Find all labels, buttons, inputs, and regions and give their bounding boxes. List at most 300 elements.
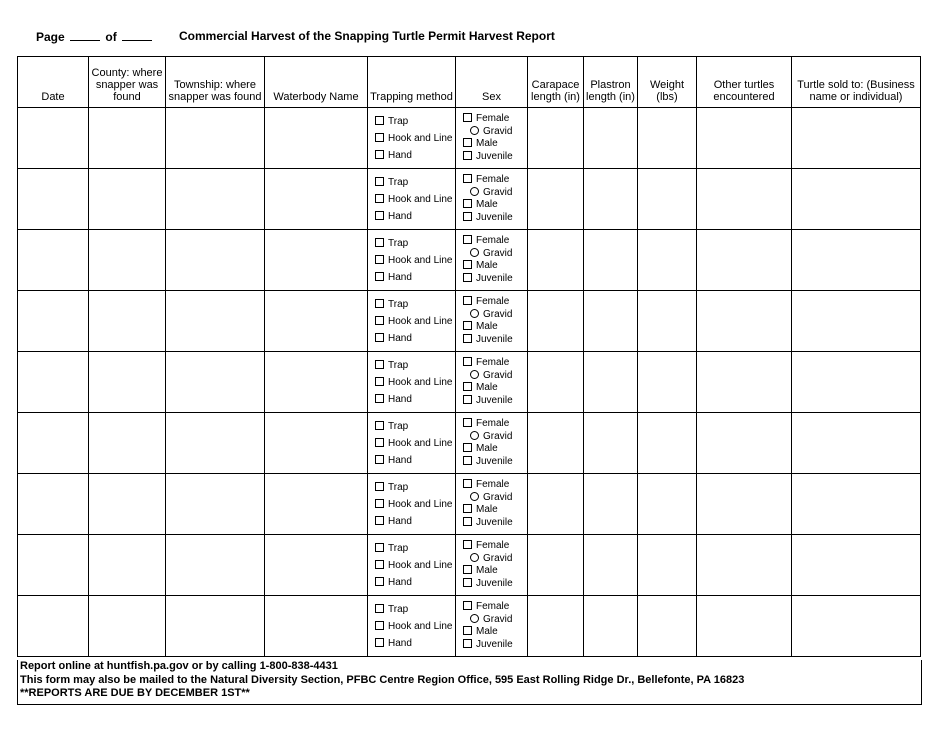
weight-field[interactable] — [638, 474, 697, 535]
sex-option-gravid[interactable] — [456, 614, 527, 627]
option-label: Female — [476, 479, 510, 490]
county-field[interactable] — [89, 474, 166, 535]
option-label: Trap — [388, 420, 409, 432]
option-label: Female — [476, 174, 510, 185]
sex-option-gravid[interactable] — [456, 553, 527, 566]
weight-field[interactable] — [638, 535, 697, 596]
trapping-option-trap[interactable] — [368, 296, 455, 313]
checkbox-icon[interactable] — [463, 260, 472, 269]
option-label: Trap — [388, 237, 409, 249]
checkbox-icon[interactable] — [375, 360, 384, 369]
checkbox-icon[interactable] — [375, 238, 384, 247]
option-label: Juvenile — [476, 211, 513, 223]
county-field[interactable] — [89, 352, 166, 413]
checkbox-icon[interactable] — [463, 212, 472, 221]
option-label: Gravid — [483, 369, 513, 381]
township-field[interactable] — [166, 474, 265, 535]
sex-option-male[interactable] — [456, 321, 527, 334]
footer-mail-address: This form may also be mailed to the Natural Diversity Section, PFBC Centre Region Office, 595 East Rolling Ridge Dr., Bellefonte, PA 16823 — [20, 673, 745, 686]
sex-option-gravid[interactable] — [456, 431, 527, 444]
option-label: Trap — [388, 359, 409, 371]
county-field[interactable] — [89, 108, 166, 169]
weight-field[interactable] — [638, 596, 697, 657]
sex-option-gravid[interactable] — [456, 126, 527, 139]
checkbox-icon[interactable] — [463, 578, 472, 587]
checkbox-icon[interactable] — [375, 316, 384, 325]
trapping-method-cell — [368, 352, 456, 413]
plastron-field[interactable] — [584, 230, 638, 291]
checkbox-icon[interactable] — [463, 540, 472, 549]
table-row — [18, 474, 921, 535]
sex-option-male[interactable] — [456, 382, 527, 395]
trapping-option-trap[interactable] — [368, 357, 455, 374]
sex-option-juvenile[interactable] — [456, 517, 527, 530]
trapping-option-hand[interactable] — [368, 391, 455, 408]
option-label: Hook and Line — [388, 376, 453, 388]
header-row — [18, 57, 921, 108]
radio-circle-icon[interactable] — [470, 431, 479, 440]
sex-option-juvenile[interactable] — [456, 456, 527, 469]
page-number-field — [36, 29, 154, 44]
checkbox-icon[interactable] — [463, 517, 472, 526]
sex-option-female[interactable] — [456, 601, 527, 614]
option-label: Male — [476, 382, 498, 393]
weight-field[interactable] — [638, 291, 697, 352]
date-field[interactable] — [18, 474, 89, 535]
checkbox-icon[interactable] — [375, 604, 384, 613]
option-label: Juvenile — [476, 272, 513, 284]
option-label: Hand — [388, 454, 412, 466]
radio-circle-icon[interactable] — [470, 187, 479, 196]
sex-option-gravid[interactable] — [456, 309, 527, 322]
weight-field[interactable] — [638, 108, 697, 169]
county-field[interactable] — [89, 535, 166, 596]
township-field[interactable] — [166, 413, 265, 474]
checkbox-icon[interactable] — [463, 418, 472, 427]
option-label: Male — [476, 199, 498, 210]
option-label: Hook and Line — [388, 315, 453, 327]
checkbox-icon[interactable] — [375, 394, 384, 403]
checkbox-icon[interactable] — [463, 601, 472, 610]
trapping-option-trap[interactable] — [368, 174, 455, 191]
trapping-option-hand[interactable] — [368, 574, 455, 591]
option-label: Gravid — [483, 308, 513, 320]
carapace-field[interactable] — [528, 352, 584, 413]
plastron-field[interactable] — [584, 108, 638, 169]
carapace-field[interactable] — [528, 291, 584, 352]
trapping-option-trap[interactable] — [368, 113, 455, 130]
checkbox-icon[interactable] — [463, 113, 472, 122]
township-field[interactable] — [166, 352, 265, 413]
col-carapace-length: Carapace length (in) — [528, 57, 584, 108]
footer-report-online: Report online at huntfish.pa.gov or by calling 1-800-838-4431 — [20, 660, 338, 672]
trapping-option-hook-and-line[interactable] — [368, 374, 455, 391]
option-label: Trap — [388, 542, 409, 554]
waterbody-field[interactable] — [265, 535, 368, 596]
trapping-option-hand[interactable] — [368, 208, 455, 225]
carapace-field[interactable] — [528, 108, 584, 169]
option-label: Hand — [388, 332, 412, 344]
trapping-method-cell — [368, 230, 456, 291]
weight-field[interactable] — [638, 169, 697, 230]
plastron-field[interactable] — [584, 474, 638, 535]
checkbox-icon[interactable] — [375, 482, 384, 491]
option-label: Female — [476, 296, 510, 307]
option-label: Hand — [388, 210, 412, 222]
page-total-blank[interactable] — [122, 29, 152, 41]
trapping-option-hook-and-line[interactable] — [368, 557, 455, 574]
county-field[interactable] — [89, 169, 166, 230]
waterbody-field[interactable] — [265, 230, 368, 291]
weight-field[interactable] — [638, 352, 697, 413]
sex-option-gravid[interactable] — [456, 187, 527, 200]
trapping-option-hook-and-line[interactable] — [368, 130, 455, 147]
checkbox-icon[interactable] — [375, 499, 384, 508]
trapping-option-hook-and-line[interactable] — [368, 313, 455, 330]
option-label: Male — [476, 138, 498, 149]
trapping-option-hand[interactable] — [368, 513, 455, 530]
carapace-field[interactable] — [528, 169, 584, 230]
checkbox-icon[interactable] — [375, 299, 384, 308]
option-label: Juvenile — [476, 577, 513, 589]
sex-cell — [456, 413, 528, 474]
trapping-option-trap[interactable] — [368, 235, 455, 252]
option-label: Trap — [388, 298, 409, 310]
harvest-report-table — [17, 56, 921, 657]
option-label: Hook and Line — [388, 437, 453, 449]
footer-due-date: **REPORTS ARE DUE BY DECEMBER 1ST** — [20, 687, 250, 699]
sex-option-male[interactable] — [456, 138, 527, 151]
col-township: Township: where snapper was found — [166, 57, 265, 108]
checkbox-icon[interactable] — [463, 334, 472, 343]
date-field[interactable] — [18, 352, 89, 413]
sex-option-gravid[interactable] — [456, 492, 527, 505]
option-label: Male — [476, 260, 498, 271]
sold-to-field[interactable] — [792, 413, 921, 474]
option-label: Juvenile — [476, 150, 513, 162]
date-field[interactable] — [18, 230, 89, 291]
township-field[interactable] — [166, 291, 265, 352]
sex-option-juvenile[interactable] — [456, 151, 527, 164]
radio-circle-icon[interactable] — [470, 126, 479, 135]
option-label: Juvenile — [476, 638, 513, 650]
option-label: Female — [476, 113, 510, 124]
option-label: Juvenile — [476, 394, 513, 406]
carapace-field[interactable] — [528, 596, 584, 657]
col-trapping-method: Trapping method — [368, 57, 456, 108]
checkbox-icon[interactable] — [463, 639, 472, 648]
sex-option-juvenile[interactable] — [456, 578, 527, 591]
trapping-option-hand[interactable] — [368, 635, 455, 652]
checkbox-icon[interactable] — [375, 421, 384, 430]
checkbox-icon[interactable] — [375, 621, 384, 630]
of-label: of — [105, 30, 117, 44]
option-label: Hand — [388, 576, 412, 588]
checkbox-icon[interactable] — [375, 150, 384, 159]
carapace-field[interactable] — [528, 474, 584, 535]
sex-option-female[interactable] — [456, 174, 527, 187]
option-label: Juvenile — [476, 455, 513, 467]
trapping-option-trap[interactable] — [368, 601, 455, 618]
option-label: Hook and Line — [388, 498, 453, 510]
date-field[interactable] — [18, 596, 89, 657]
table-row — [18, 596, 921, 657]
option-label: Female — [476, 418, 510, 429]
sold-to-field[interactable] — [792, 230, 921, 291]
trapping-option-trap[interactable] — [368, 418, 455, 435]
checkbox-icon[interactable] — [375, 194, 384, 203]
date-field[interactable] — [18, 291, 89, 352]
trapping-option-trap[interactable] — [368, 479, 455, 496]
option-label: Hand — [388, 637, 412, 649]
option-label: Hook and Line — [388, 620, 453, 632]
county-field[interactable] — [89, 413, 166, 474]
radio-circle-icon[interactable] — [470, 553, 479, 562]
checkbox-icon[interactable] — [463, 479, 472, 488]
sex-option-female[interactable] — [456, 357, 527, 370]
trapping-method-cell — [368, 474, 456, 535]
trapping-option-trap[interactable] — [368, 540, 455, 557]
township-field[interactable] — [166, 169, 265, 230]
checkbox-icon[interactable] — [375, 516, 384, 525]
sex-option-male[interactable] — [456, 443, 527, 456]
table-row — [18, 108, 921, 169]
other-turtles-field[interactable] — [697, 169, 792, 230]
checkbox-icon[interactable] — [463, 456, 472, 465]
sold-to-field[interactable] — [792, 291, 921, 352]
checkbox-icon[interactable] — [375, 333, 384, 342]
table-row — [18, 169, 921, 230]
sex-option-gravid[interactable] — [456, 248, 527, 261]
option-label: Male — [476, 504, 498, 515]
sex-option-female[interactable] — [456, 540, 527, 553]
option-label: Female — [476, 540, 510, 551]
sex-option-male[interactable] — [456, 260, 527, 273]
option-label: Hook and Line — [388, 254, 453, 266]
township-field[interactable] — [166, 108, 265, 169]
date-field[interactable] — [18, 535, 89, 596]
sold-to-field[interactable] — [792, 535, 921, 596]
waterbody-field[interactable] — [265, 169, 368, 230]
col-other-turtles: Other turtles encountered — [697, 57, 792, 108]
col-county: County: where snapper was found — [89, 57, 166, 108]
other-turtles-field[interactable] — [697, 474, 792, 535]
sold-to-field[interactable] — [792, 596, 921, 657]
carapace-field[interactable] — [528, 535, 584, 596]
form-title: Commercial Harvest of the Snapping Turtle Permit Harvest Report — [179, 29, 555, 43]
checkbox-icon[interactable] — [463, 382, 472, 391]
sex-cell — [456, 596, 528, 657]
sex-cell — [456, 230, 528, 291]
other-turtles-field[interactable] — [697, 596, 792, 657]
sex-option-female[interactable] — [456, 418, 527, 431]
plastron-field[interactable] — [584, 352, 638, 413]
carapace-field[interactable] — [528, 230, 584, 291]
trapping-option-hand[interactable] — [368, 269, 455, 286]
sold-to-field[interactable] — [792, 108, 921, 169]
option-label: Hand — [388, 515, 412, 527]
sex-option-juvenile[interactable] — [456, 395, 527, 408]
checkbox-icon[interactable] — [375, 177, 384, 186]
county-field[interactable] — [89, 291, 166, 352]
checkbox-icon[interactable] — [463, 138, 472, 147]
checkbox-icon[interactable] — [463, 273, 472, 282]
sex-cell — [456, 108, 528, 169]
checkbox-icon[interactable] — [375, 377, 384, 386]
plastron-field[interactable] — [584, 169, 638, 230]
sex-option-juvenile[interactable] — [456, 334, 527, 347]
sex-option-gravid[interactable] — [456, 370, 527, 383]
county-field[interactable] — [89, 596, 166, 657]
sex-option-female[interactable] — [456, 235, 527, 248]
date-field[interactable] — [18, 169, 89, 230]
sex-cell — [456, 535, 528, 596]
checkbox-icon[interactable] — [375, 255, 384, 264]
trapping-option-hand[interactable] — [368, 452, 455, 469]
waterbody-field[interactable] — [265, 596, 368, 657]
plastron-field[interactable] — [584, 413, 638, 474]
option-label: Trap — [388, 176, 409, 188]
waterbody-field[interactable] — [265, 108, 368, 169]
option-label: Female — [476, 235, 510, 246]
checkbox-icon[interactable] — [375, 438, 384, 447]
page-label: Page — [36, 30, 65, 44]
waterbody-field[interactable] — [265, 352, 368, 413]
trapping-method-cell — [368, 413, 456, 474]
option-label: Gravid — [483, 491, 513, 503]
checkbox-icon[interactable] — [463, 296, 472, 305]
option-label: Hook and Line — [388, 193, 453, 205]
date-field[interactable] — [18, 108, 89, 169]
date-field[interactable] — [18, 413, 89, 474]
sex-option-female[interactable] — [456, 296, 527, 309]
plastron-field[interactable] — [584, 535, 638, 596]
weight-field[interactable] — [638, 413, 697, 474]
other-turtles-field[interactable] — [697, 108, 792, 169]
sex-option-female[interactable] — [456, 479, 527, 492]
col-sex: Sex — [456, 57, 528, 108]
col-weight: Weight (lbs) — [638, 57, 697, 108]
waterbody-field[interactable] — [265, 291, 368, 352]
sold-to-field[interactable] — [792, 352, 921, 413]
option-label: Juvenile — [476, 333, 513, 345]
option-label: Hook and Line — [388, 559, 453, 571]
checkbox-icon[interactable] — [375, 211, 384, 220]
other-turtles-field[interactable] — [697, 291, 792, 352]
waterbody-field[interactable] — [265, 413, 368, 474]
option-label: Male — [476, 626, 498, 637]
checkbox-icon[interactable] — [375, 133, 384, 142]
checkbox-icon[interactable] — [463, 395, 472, 404]
other-turtles-field[interactable] — [697, 535, 792, 596]
checkbox-icon[interactable] — [463, 357, 472, 366]
sex-option-juvenile[interactable] — [456, 212, 527, 225]
radio-circle-icon[interactable] — [470, 614, 479, 623]
option-label: Hand — [388, 149, 412, 161]
checkbox-icon[interactable] — [375, 560, 384, 569]
checkbox-icon[interactable] — [463, 174, 472, 183]
radio-circle-icon[interactable] — [470, 309, 479, 318]
radio-circle-icon[interactable] — [470, 492, 479, 501]
checkbox-icon[interactable] — [375, 543, 384, 552]
option-label: Gravid — [483, 613, 513, 625]
county-field[interactable] — [89, 230, 166, 291]
township-field[interactable] — [166, 596, 265, 657]
checkbox-icon[interactable] — [463, 321, 472, 330]
trapping-method-cell — [368, 108, 456, 169]
sex-option-juvenile[interactable] — [456, 273, 527, 286]
form-footer — [17, 660, 922, 705]
checkbox-icon[interactable] — [375, 455, 384, 464]
trapping-option-hook-and-line[interactable] — [368, 252, 455, 269]
checkbox-icon[interactable] — [463, 626, 472, 635]
trapping-option-hook-and-line[interactable] — [368, 191, 455, 208]
sex-option-male[interactable] — [456, 199, 527, 212]
sold-to-field[interactable] — [792, 474, 921, 535]
sex-cell — [456, 169, 528, 230]
checkbox-icon[interactable] — [463, 235, 472, 244]
carapace-field[interactable] — [528, 413, 584, 474]
page-number-blank[interactable] — [70, 29, 100, 41]
other-turtles-field[interactable] — [697, 230, 792, 291]
sex-option-female[interactable] — [456, 113, 527, 126]
other-turtles-field[interactable] — [697, 352, 792, 413]
checkbox-icon[interactable] — [463, 151, 472, 160]
checkbox-icon[interactable] — [463, 199, 472, 208]
plastron-field[interactable] — [584, 291, 638, 352]
option-label: Juvenile — [476, 516, 513, 528]
waterbody-field[interactable] — [265, 474, 368, 535]
col-date: Date — [18, 57, 89, 108]
township-field[interactable] — [166, 535, 265, 596]
sex-option-male[interactable] — [456, 504, 527, 517]
sex-option-male[interactable] — [456, 626, 527, 639]
checkbox-icon[interactable] — [375, 272, 384, 281]
option-label: Male — [476, 565, 498, 576]
trapping-method-cell — [368, 596, 456, 657]
trapping-option-hook-and-line[interactable] — [368, 618, 455, 635]
radio-circle-icon[interactable] — [470, 248, 479, 257]
trapping-option-hand[interactable] — [368, 147, 455, 164]
checkbox-icon[interactable] — [463, 443, 472, 452]
col-plastron-length: Plastron length (in) — [584, 57, 638, 108]
checkbox-icon[interactable] — [375, 116, 384, 125]
checkbox-icon[interactable] — [375, 577, 384, 586]
checkbox-icon[interactable] — [463, 504, 472, 513]
option-label: Male — [476, 321, 498, 332]
radio-circle-icon[interactable] — [470, 370, 479, 379]
checkbox-icon[interactable] — [463, 565, 472, 574]
trapping-option-hook-and-line[interactable] — [368, 496, 455, 513]
col-waterbody: Waterbody Name — [265, 57, 368, 108]
option-label: Female — [476, 601, 510, 612]
trapping-option-hand[interactable] — [368, 330, 455, 347]
sex-cell — [456, 474, 528, 535]
checkbox-icon[interactable] — [375, 638, 384, 647]
table-row — [18, 352, 921, 413]
sex-option-juvenile[interactable] — [456, 639, 527, 652]
trapping-option-hook-and-line[interactable] — [368, 435, 455, 452]
trapping-method-cell — [368, 291, 456, 352]
sex-option-male[interactable] — [456, 565, 527, 578]
plastron-field[interactable] — [584, 596, 638, 657]
other-turtles-field[interactable] — [697, 413, 792, 474]
col-sold-to: Turtle sold to: (Business name or individual) — [792, 57, 921, 108]
sex-cell — [456, 291, 528, 352]
weight-field[interactable] — [638, 230, 697, 291]
sold-to-field[interactable] — [792, 169, 921, 230]
township-field[interactable] — [166, 230, 265, 291]
